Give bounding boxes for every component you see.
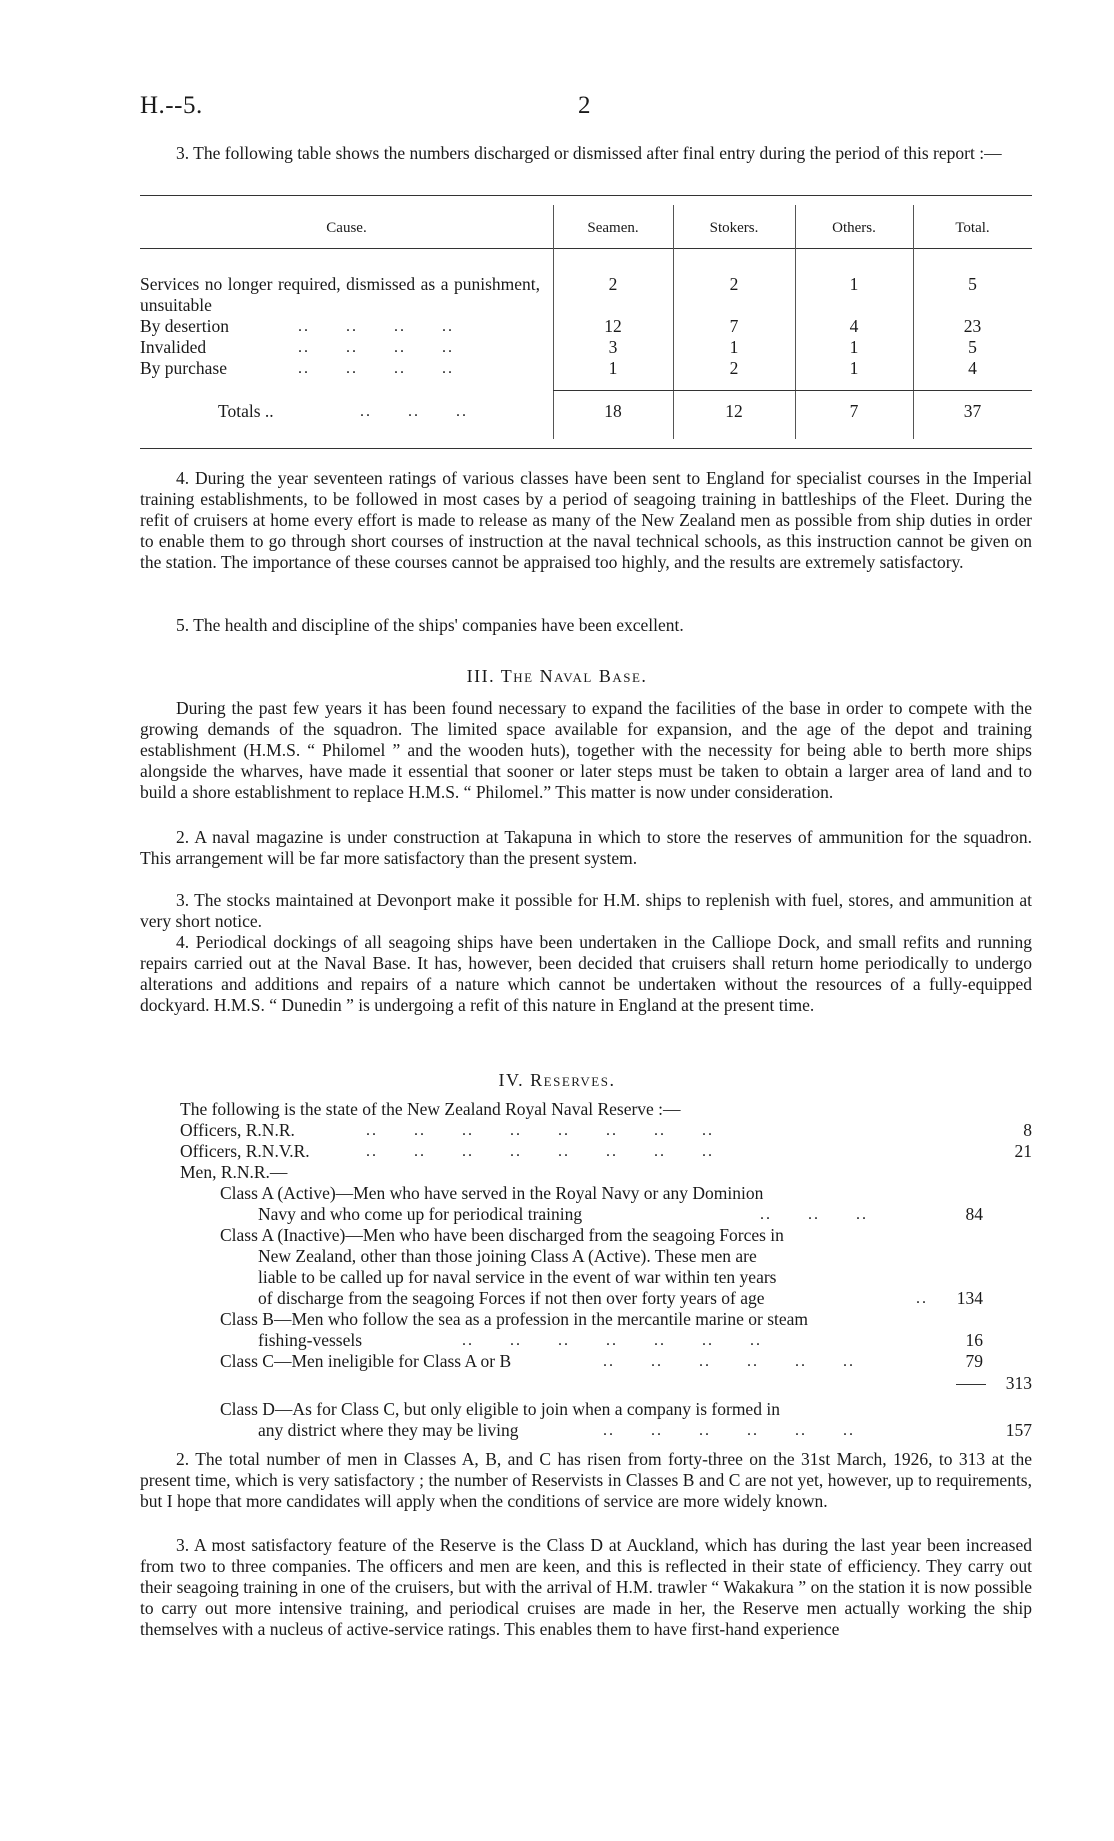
col-header-stokers: Stokers.: [709, 220, 759, 236]
class-a-inactive-line3: liable to be called up for naval service in the event of war within ten years: [258, 1267, 777, 1287]
class-d-value: 157: [1005, 1420, 1032, 1440]
leader-dots: .. .. .. .. .. .. .. ..: [366, 1143, 714, 1160]
class-a-active-value: 84: [965, 1204, 983, 1224]
class-a-inactive-line1: Class A (Inactive)—Men who have been discharged from the seagoing Forces in: [220, 1225, 784, 1245]
col-header-others: Others.: [832, 220, 876, 236]
class-a-inactive-line2: New Zealand, other than those joining Class A (Active). These men are: [258, 1246, 757, 1266]
section-heading-naval-base: III. The Naval Base.: [466, 666, 648, 686]
page-number: 2: [578, 92, 591, 119]
class-c-value: 79: [965, 1351, 983, 1371]
col-header-seamen: Seamen.: [587, 220, 639, 236]
cell-stokers: 7: [729, 316, 739, 336]
officers-rnvr-value: 21: [1014, 1141, 1032, 1161]
cell-others: 1: [849, 274, 859, 294]
class-a-inactive-line4: of discharge from the seagoing Forces if not then over forty years of age: [258, 1288, 765, 1308]
cell-total: 5: [968, 274, 977, 294]
officers-rnr-value: 8: [1023, 1120, 1032, 1140]
table-row-cause: Invalided: [140, 337, 207, 357]
leader-dots: ..: [916, 1290, 928, 1307]
para-naval-base-3: 3. The stocks maintained at Devonport make it possible for H.M. ships to replenish with fuel, stores, and ammunition at very short notice.: [140, 890, 1032, 931]
men-subtotal-value: 313: [1005, 1373, 1032, 1393]
para-naval-base-1: During the past few years it has been found necessary to expand the facilities of the base in order to compete with the growing demands of the squadron. The limited space available for expansion, and the age of the depot and training establishment (H.M.S. “ Philomel ” and the wooden huts), together with the necessity for being able to berth more ships alongside the wharves, have made it essential that sooner or later steps must be taken to obtain a larger area of land and to build a shore establishment to replace H.M.S. “ Philomel.” This matter is now under consideration.: [140, 698, 1032, 802]
cell-seamen: 2: [608, 274, 618, 294]
cell-others: 1: [849, 358, 859, 378]
col-header-total: Total.: [955, 220, 990, 236]
class-d-line2: any district where they may be living: [258, 1420, 519, 1440]
cell-seamen-total: 18: [604, 401, 622, 421]
leader-dots: .. .. .. ..: [298, 360, 454, 377]
leader-dots: .. .. .. .. .. ..: [603, 1353, 855, 1370]
officers-rnvr-label: Officers, R.N.V.R.: [180, 1141, 310, 1161]
class-a-active-line1: Class A (Active)—Men who have served in the Royal Navy or any Dominion: [220, 1183, 764, 1203]
cell-seamen: 3: [608, 337, 618, 357]
col-header-cause: Cause.: [326, 220, 367, 236]
table-row-cause: Services no longer required, dismissed as a punishment, unsuitable: [140, 274, 540, 315]
class-d-line1: Class D—As for Class C, but only eligible to join when a company is formed in: [220, 1399, 780, 1419]
leader-dots: .. .. .. ..: [298, 318, 454, 335]
class-b-line2: fishing-vessels: [258, 1330, 363, 1350]
table-row-cause: By purchase: [140, 358, 227, 378]
class-c-label: Class C—Men ineligible for Class A or B: [220, 1351, 512, 1371]
leader-dots: .. .. ..: [760, 1206, 868, 1223]
document-reference: H.--5.: [140, 92, 203, 119]
cell-total: 23: [963, 316, 982, 336]
class-a-active-line2: Navy and who come up for periodical training: [258, 1204, 583, 1224]
cell-others: 1: [849, 337, 859, 357]
men-rnr-label: Men, R.N.R.—: [180, 1162, 288, 1182]
cell-grand-total: 37: [963, 401, 982, 421]
class-b-line1: Class B—Men who follow the sea as a profession in the mercantile marine or steam: [220, 1309, 809, 1329]
cell-total: 5: [968, 337, 977, 357]
para-specialist-courses: 4. During the year seventeen ratings of various classes have been sent to England for specialist courses in the Imperial training establishments, to be followed in most cases by a period of seagoing training in battleships of the Fleet. During the refit of cruisers at home every effort is made to release as many of the New Zealand men as possible from ship duties in order to enable them to go through short courses of instruction at the naval technical schools, as this instruction cannot be given on the station. The importance of these courses cannot be appraised too highly, and the results are extremely satisfactory.: [140, 468, 1032, 572]
cell-total: 4: [968, 358, 977, 378]
totals-label: Totals ..: [218, 401, 274, 421]
para-naval-base-4: 4. Periodical dockings of all seagoing ships have been undertaken in the Calliope Dock, and small refits and running repairs carried out at the Naval Base. It has, however, been decided that cruisers shall return home periodically to undergo alterations and additions and repairs of a nature which cannot be undertaken without the resources of a fully-equipped dockyard. H.M.S. “ Dunedin ” is undergoing a refit of this nature in England at the present time.: [140, 932, 1032, 1015]
cell-stokers: 1: [729, 337, 739, 357]
cell-others-total: 7: [849, 401, 859, 421]
cell-seamen: 12: [604, 316, 622, 336]
reserves-intro: The following is the state of the New Zealand Royal Naval Reserve :—: [180, 1099, 681, 1119]
cell-others: 4: [849, 316, 859, 336]
totals-rule: [553, 390, 1032, 391]
para-table-intro: 3. The following table shows the numbers discharged or dismissed after final entry during the period of this report :—: [176, 143, 1002, 163]
table-header-rule: [140, 248, 1032, 249]
cell-stokers: 2: [729, 358, 739, 378]
leader-dots: .. .. .. .. .. .. ..: [462, 1332, 762, 1349]
para-reserves-2: 2. The total number of men in Classes A, B, and C has risen from forty-three on the 31st March, 1926, to 313 at the present time, which is very satisfactory ; the number of Reservists in Classes B and C are not yet, however, up to requirements, but I hope that more candidates will apply when the conditions of service are more widely known.: [140, 1449, 1032, 1511]
section-heading-reserves: IV. Reserves.: [498, 1070, 616, 1090]
officers-rnr-label: Officers, R.N.R.: [180, 1120, 295, 1140]
class-b-value: 16: [965, 1330, 983, 1350]
para-reserves-3: 3. A most satisfactory feature of the Reserve is the Class D at Auckland, which has during the last year been increased from two to three companies. The officers and men are keen, and this is reflected in their state of efficiency. They carry out their seagoing training in one of the cruisers, but with the arrival of H.M. trawler “ Wakakura ” on the station it is now possible to carry out more intensive training, and periodical cruises are made in her, the Reserve men actually working the ship themselves with a nucleus of active-service ratings. This enables them to have first-hand experience: [140, 1535, 1032, 1639]
leader-dots: .. .. .. .. .. .. .. ..: [366, 1122, 714, 1139]
cell-stokers: 2: [729, 274, 739, 294]
leader-dots: .. .. .. ..: [298, 339, 454, 356]
table-row-cause: By desertion: [140, 316, 229, 336]
para-naval-base-2: 2. A naval magazine is under construction at Takapuna in which to store the reserves of ammunition for the squadron. This arrangement will be far more satisfactory than the present system.: [140, 827, 1032, 868]
leader-dots: .. .. ..: [360, 403, 468, 420]
class-a-inactive-value: 134: [956, 1288, 983, 1308]
cell-seamen: 1: [608, 358, 618, 378]
leader-dots: .. .. .. .. .. ..: [603, 1422, 855, 1439]
table-top-rule: [140, 195, 1032, 196]
table-bottom-rule: [140, 448, 1032, 449]
para-health-discipline: 5. The health and discipline of the ships' companies have been excellent.: [176, 615, 684, 635]
cell-stokers-total: 12: [725, 401, 743, 421]
discharge-table: [140, 195, 1032, 449]
